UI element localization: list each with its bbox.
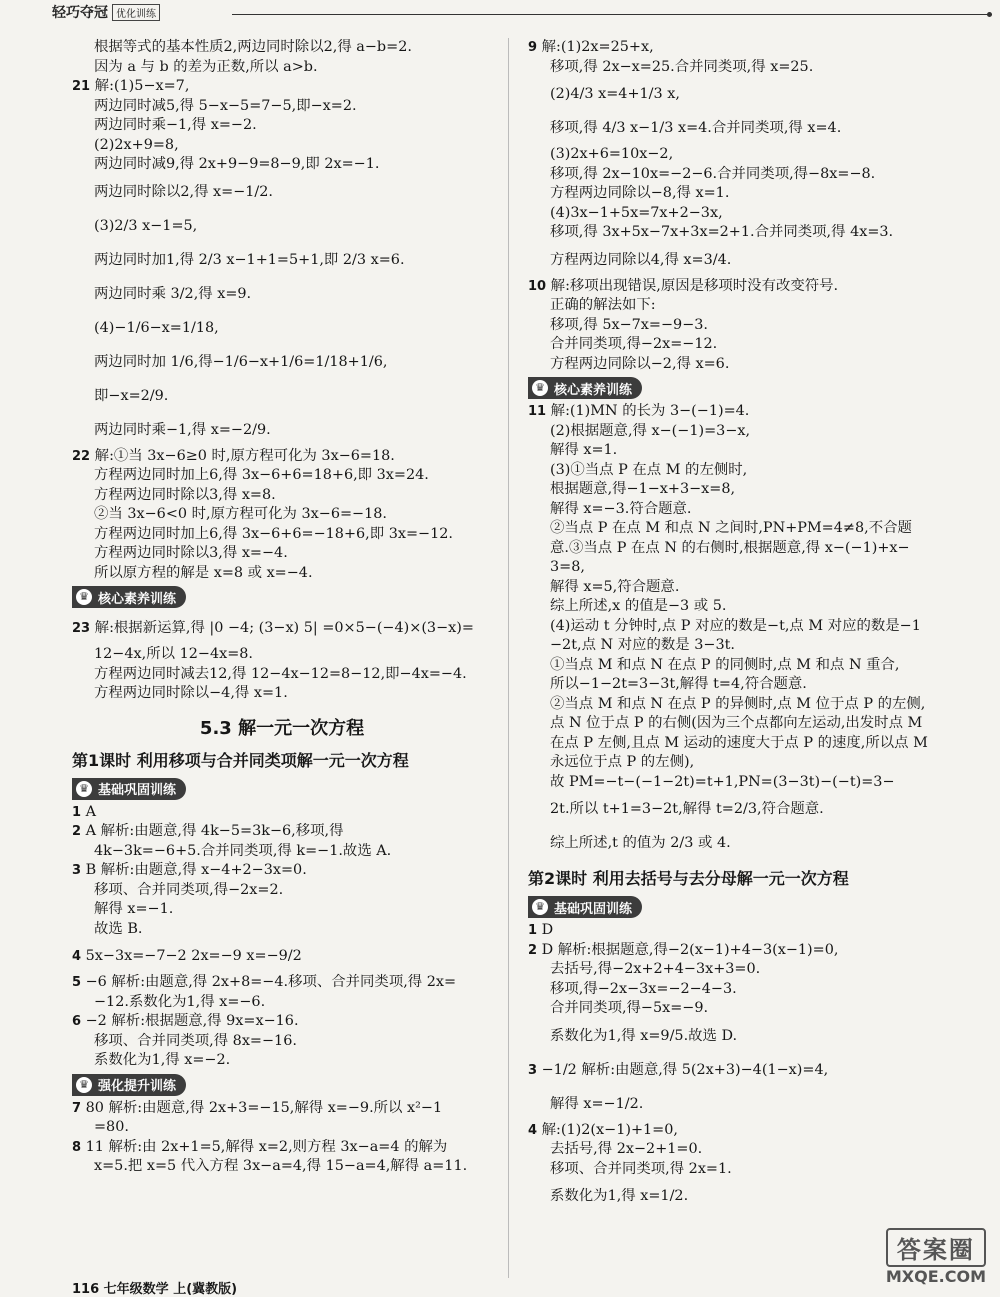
question-number: 21 bbox=[72, 79, 91, 94]
answer-line bbox=[528, 243, 963, 277]
line-text: 移项,得 2x−10x=−2−6.合并同类项,得−8x=−8. bbox=[550, 165, 876, 182]
answer-line bbox=[72, 505, 492, 525]
answer-line bbox=[528, 960, 963, 980]
line-text: (3)2x+6=10x−2, bbox=[550, 146, 674, 162]
answer-line bbox=[72, 58, 492, 78]
line-text: 合并同类项,得−2x=−12. bbox=[550, 336, 718, 352]
question-answer-line bbox=[72, 973, 492, 993]
answer-line bbox=[528, 145, 963, 165]
answer-line bbox=[528, 1087, 963, 1121]
line-text: D 解析:根据题意,得−2(x−1)+4−3(x−1)=0, bbox=[541, 941, 839, 958]
line-text: (2)4/3 x=4+1/3 x, bbox=[550, 86, 680, 102]
line-text: 永远位于点 P 的左侧), bbox=[550, 754, 695, 770]
line-text: 方程两边同时减去12,得 12−4x−12=8−12,即−4x=−4. bbox=[94, 665, 467, 682]
line-text: 根据题意,得−1−x+3−x=8, bbox=[550, 481, 736, 497]
answer-line bbox=[528, 734, 963, 754]
answer-line bbox=[528, 461, 963, 481]
answer-line bbox=[528, 999, 963, 1019]
line-text: 系数化为1,得 x=1/2. bbox=[550, 1188, 689, 1204]
line-text: 方程两边同除以4,得 x=3/4. bbox=[550, 251, 732, 268]
line-text: 故 PM=−t−(−1−2t)=t+1,PN=(3−3t)−(−t)=3− bbox=[550, 773, 895, 790]
line-text: A 解析:由题意,得 4k−5=3k−6,移项,得 bbox=[85, 823, 344, 839]
line-text: 意.③当点 P 在点 N 的右侧时,根据题意,得 x−(−1)+x− bbox=[550, 539, 910, 556]
answer-line bbox=[72, 136, 492, 156]
question-answer-line bbox=[72, 803, 492, 823]
line-text: 3=8, bbox=[550, 559, 585, 575]
line-text: 所以−1−2t=3−3t,解得 t=4,符合题意. bbox=[550, 676, 807, 692]
answer-line bbox=[72, 525, 492, 545]
question-answer-line bbox=[72, 611, 492, 645]
line-text: 方程两边同除以−2,得 x=6. bbox=[550, 355, 730, 372]
crown-icon: ♛ bbox=[76, 589, 92, 605]
line-text: 移项,得−2x−3x=−2−4−3. bbox=[550, 980, 737, 997]
line-text: 方程两边同时除以3,得 x=−4. bbox=[94, 545, 288, 561]
answer-line bbox=[528, 753, 963, 773]
answer-line bbox=[528, 539, 963, 559]
line-text: 两边同时乘 3/2,得 x=9. bbox=[94, 285, 252, 302]
line-text: 综上所述,x 的值是−3 或 5. bbox=[550, 598, 727, 614]
line-text: 方程两边同除以−8,得 x=1. bbox=[550, 185, 730, 201]
line-text: 解:①当 3x−6≥0 时,原方程可化为 3x−6=18. bbox=[94, 447, 395, 464]
answer-line bbox=[528, 223, 963, 243]
question-answer-line bbox=[528, 277, 963, 297]
question-number: 8 bbox=[72, 1139, 82, 1155]
line-text: (4)3x−1+5x=7x+2−3x, bbox=[550, 204, 723, 221]
watermark-logo: 答案圈 bbox=[886, 1228, 986, 1267]
answer-line bbox=[528, 617, 963, 637]
answer-line bbox=[72, 38, 492, 58]
page-header bbox=[52, 2, 992, 22]
line-text: 方程两边同时加上6,得 3x−6+6=18+6,即 3x=24. bbox=[94, 467, 429, 483]
answer-line bbox=[72, 900, 492, 920]
line-text: 5x−3x=−7−2 2x=−9 x=−9/2 bbox=[85, 948, 302, 964]
line-text: 根据等式的基本性质2,两边同时除以2,得 a−b=2. bbox=[94, 39, 412, 55]
section-banner bbox=[72, 1074, 186, 1096]
answer-line bbox=[528, 77, 963, 111]
line-text: 解得 x=1. bbox=[550, 442, 618, 458]
answer-line bbox=[528, 58, 963, 78]
line-text: 去括号,得 2x−2+1=0. bbox=[550, 1141, 703, 1157]
answer-line bbox=[528, 165, 963, 185]
line-text: 解:(1)5−x=7, bbox=[94, 78, 190, 94]
section-banner bbox=[72, 778, 186, 800]
question-number: 23 bbox=[72, 621, 91, 636]
line-text: 2t.所以 t+1=3−2t,解得 t=2/3,符合题意. bbox=[550, 801, 824, 817]
answer-line bbox=[72, 1118, 492, 1138]
question-number: 6 bbox=[72, 1014, 82, 1029]
answer-line bbox=[528, 441, 963, 461]
answer-line bbox=[528, 714, 963, 734]
section-banner bbox=[528, 896, 642, 918]
question-number: 9 bbox=[528, 40, 538, 55]
answer-line bbox=[528, 204, 963, 224]
answer-line bbox=[528, 578, 963, 598]
line-text: 两边同时乘−1,得 x=−2. bbox=[94, 117, 257, 133]
line-text: 解得 x=−1. bbox=[94, 901, 174, 917]
banner-label: 核心素养训练 bbox=[554, 382, 633, 398]
line-text: 方程两边同时加上6,得 3x−6+6=−18+6,即 3x=−12. bbox=[94, 525, 453, 542]
crown-icon: ♛ bbox=[532, 899, 548, 915]
question-answer-line bbox=[72, 1012, 492, 1032]
right-column bbox=[528, 38, 963, 1213]
question-number: 11 bbox=[528, 404, 547, 419]
line-text: 12−4x,所以 12−4x=8. bbox=[94, 646, 253, 662]
answer-line bbox=[72, 645, 492, 665]
answer-line bbox=[528, 355, 963, 375]
line-text: 两边同时乘−1,得 x=−2/9. bbox=[94, 421, 271, 438]
line-text: −6 解析:由题意,得 2x+8=−4.移项、合并同类项,得 2x= bbox=[85, 974, 457, 990]
line-text: (3)①当点 P 在点 M 的左侧时, bbox=[550, 461, 748, 478]
line-text: x=5.把 x=5 代入方程 3x−a=4,得 15−a=4,解得 a=11. bbox=[94, 1158, 468, 1174]
line-text: 移项、合并同类项,得 2x=1. bbox=[550, 1160, 732, 1177]
line-text: 移项,得 3x+5x−7x+3x=2+1.合并同类项,得 4x=3. bbox=[550, 224, 894, 240]
line-text: 两边同时除以2,得 x=−1/2. bbox=[94, 183, 274, 200]
section-banner bbox=[72, 586, 186, 608]
line-text: ①当点 M 和点 N 在点 P 的同侧时,点 M 和点 N 重合, bbox=[550, 656, 900, 673]
line-text: D bbox=[541, 922, 554, 938]
line-text: 移项,得 5x−7x=−9−3. bbox=[550, 316, 708, 333]
line-text: 即−x=2/9. bbox=[94, 387, 169, 404]
question-number: 1 bbox=[528, 923, 538, 938]
question-number: 3 bbox=[72, 863, 82, 878]
line-text: 综上所述,t 的值为 2/3 或 4. bbox=[550, 835, 731, 851]
line-text: 系数化为1,得 x=9/5.故选 D. bbox=[550, 1027, 738, 1044]
line-text: 4k−3k=−6+5.合并同类项,得 k=−1.故选 A. bbox=[94, 842, 392, 859]
line-text: (4)运动 t 分钟时,点 P 对应的数是−t,点 M 对应的数是−1 bbox=[550, 617, 921, 634]
line-text: 解:根据新运算,得 |0 −4; (3−x) 5| =0×5−(−4)×(3−x)= bbox=[94, 620, 474, 636]
question-number: 5 bbox=[72, 975, 82, 990]
line-text: 因为 a 与 b 的差为正数,所以 a>b. bbox=[94, 58, 318, 75]
site-watermark bbox=[886, 1228, 986, 1286]
question-number: 4 bbox=[528, 1122, 538, 1138]
answer-line bbox=[528, 656, 963, 676]
line-text: 移项、合并同类项,得−2x=2. bbox=[94, 881, 284, 898]
line-text: 移项、合并同类项,得 8x=−16. bbox=[94, 1032, 297, 1049]
question-answer-line bbox=[528, 1053, 963, 1087]
line-text: (2)根据题意,得 x−(−1)=3−x, bbox=[550, 422, 751, 439]
answer-line bbox=[72, 920, 492, 940]
line-text: 解:(1)2x=25+x, bbox=[541, 39, 654, 55]
answer-line bbox=[528, 636, 963, 656]
answer-line bbox=[72, 1051, 492, 1071]
question-number: 10 bbox=[528, 278, 547, 294]
question-answer-line bbox=[528, 38, 963, 58]
answer-line bbox=[72, 175, 492, 209]
line-text: ②当点 P 在点 M 和点 N 之间时,PN+PM=4≠8,不合题 bbox=[550, 520, 912, 536]
answer-line bbox=[528, 296, 963, 316]
answer-line bbox=[72, 1157, 492, 1177]
question-number: 2 bbox=[72, 824, 82, 839]
line-text: 两边同时减9,得 2x+9−9=8−9,即 2x=−1. bbox=[94, 156, 380, 172]
question-answer-line bbox=[72, 861, 492, 881]
answer-line bbox=[72, 311, 492, 345]
question-number: 7 bbox=[72, 1100, 82, 1116]
line-text: 正确的解法如下: bbox=[550, 297, 656, 313]
question-answer-line bbox=[528, 941, 963, 961]
question-answer-line bbox=[72, 447, 492, 467]
answer-line bbox=[72, 116, 492, 136]
line-text: 两边同时加1,得 2/3 x−1+1=5+1,即 2/3 x=6. bbox=[94, 251, 405, 268]
line-text: (2)2x+9=8, bbox=[94, 136, 179, 153]
answer-line bbox=[72, 842, 492, 862]
answer-line bbox=[528, 980, 963, 1000]
section-banner bbox=[528, 377, 642, 399]
question-answer-line bbox=[528, 921, 963, 941]
section-title: 5.3 解一元一次方程 bbox=[199, 717, 365, 739]
line-text: 11 解析:由 2x+1=5,解得 x=2,则方程 3x−a=4 的解为 bbox=[85, 1138, 448, 1155]
line-text: −2t,点 N 对应的数是 3−3t. bbox=[550, 637, 735, 653]
answer-line bbox=[72, 209, 492, 243]
line-text: 解得 x=−3.符合题意. bbox=[550, 500, 692, 517]
page-footer: 116 七年级数学 上(冀教版) bbox=[72, 1282, 238, 1297]
line-text: (4)−1/6−x=1/18, bbox=[94, 319, 219, 336]
column-divider bbox=[508, 38, 509, 1278]
question-number: 3 bbox=[528, 1062, 538, 1078]
answer-line bbox=[72, 243, 492, 277]
question-answer-line bbox=[72, 822, 492, 842]
answer-line bbox=[72, 544, 492, 564]
line-text: 合并同类项,得−5x=−9. bbox=[550, 1000, 709, 1016]
answer-line bbox=[528, 1140, 963, 1160]
answer-line bbox=[528, 1019, 963, 1053]
line-text: 解:(1)MN 的长为 3−(−1)=4. bbox=[550, 403, 750, 419]
line-text: 故选 B. bbox=[94, 920, 143, 937]
line-text: 解:(1)2(x−1)+1=0, bbox=[541, 1121, 678, 1138]
line-text: 方程两边同时除以3,得 x=8. bbox=[94, 486, 276, 503]
line-text: 两边同时加 1/6,得−1/6−x+1/6=1/18+1/6, bbox=[94, 353, 388, 370]
answer-line bbox=[528, 675, 963, 695]
crown-icon: ♛ bbox=[532, 380, 548, 396]
banner-label: 核心素养训练 bbox=[98, 591, 177, 607]
answer-line bbox=[72, 466, 492, 486]
line-text: −1/2 解析:由题意,得 5(2x+3)−4(1−x)=4, bbox=[541, 1061, 829, 1078]
line-text: 两边同时减5,得 5−x−5=7−5,即−x=2. bbox=[94, 97, 357, 114]
question-answer-line bbox=[72, 939, 492, 973]
line-text: −2 解析:根据题意,得 9x=x−16. bbox=[85, 1013, 299, 1029]
answer-line bbox=[528, 792, 963, 826]
banner-label: 强化提升训练 bbox=[98, 1079, 177, 1094]
answer-line bbox=[528, 500, 963, 520]
line-text: 解得 x=5,符合题意. bbox=[550, 578, 680, 595]
line-text: 所以原方程的解是 x=8 或 x=−4. bbox=[94, 564, 313, 581]
line-text: 解:移项出现错误,原因是移项时没有改变符号. bbox=[550, 277, 839, 294]
answer-line bbox=[72, 379, 492, 413]
answer-line bbox=[528, 597, 963, 617]
question-number: 1 bbox=[72, 804, 82, 820]
question-number: 2 bbox=[528, 942, 538, 958]
header-rule bbox=[232, 14, 992, 15]
line-text: 移项,得 2x−x=25.合并同类项,得 x=25. bbox=[550, 58, 814, 75]
answer-line bbox=[72, 1032, 492, 1052]
lesson-title: 第1课时 利用移项与合并同类项解一元一次方程 bbox=[72, 750, 409, 770]
line-text: =80. bbox=[94, 1119, 129, 1135]
answer-line bbox=[528, 111, 963, 145]
answer-line bbox=[528, 1160, 963, 1180]
line-text: ②当 3x−6<0 时,原方程可化为 3x−6=−18. bbox=[94, 506, 387, 522]
line-text: 解得 x=−1/2. bbox=[550, 1095, 644, 1112]
question-answer-line bbox=[72, 1099, 492, 1119]
answer-line bbox=[72, 684, 492, 704]
line-text: 去括号,得−2x+2+4−3x+3=0. bbox=[550, 961, 761, 977]
answer-line bbox=[528, 1179, 963, 1213]
brand-logo: 轻巧夺冠 bbox=[52, 5, 108, 21]
question-number: 4 bbox=[72, 949, 82, 964]
answer-line bbox=[72, 413, 492, 447]
answer-line bbox=[72, 97, 492, 117]
crown-icon: ♛ bbox=[76, 781, 92, 797]
answer-line bbox=[528, 695, 963, 715]
answer-line bbox=[72, 881, 492, 901]
answer-line bbox=[528, 558, 963, 578]
line-text: −12.系数化为1,得 x=−6. bbox=[94, 993, 266, 1010]
line-text: ②当点 M 和点 N 在点 P 的异侧时,点 M 位于点 P 的左侧, bbox=[550, 695, 926, 712]
answer-line bbox=[72, 564, 492, 584]
crown-icon: ♛ bbox=[76, 1077, 92, 1093]
answer-line bbox=[72, 486, 492, 506]
answer-line bbox=[72, 155, 492, 175]
lesson-title: 第2课时 利用去括号与去分母解一元一次方程 bbox=[528, 869, 849, 888]
question-answer-line bbox=[528, 1121, 963, 1141]
answer-line bbox=[528, 519, 963, 539]
line-text: 方程两边同时除以−4,得 x=1. bbox=[94, 685, 288, 701]
answer-line bbox=[528, 773, 963, 793]
answer-line bbox=[72, 665, 492, 685]
answer-line bbox=[72, 993, 492, 1013]
watermark-url: MXQE.COM bbox=[885, 1267, 986, 1286]
line-text: 系数化为1,得 x=−2. bbox=[94, 1052, 231, 1068]
answer-line bbox=[72, 345, 492, 379]
brand-badge: 优化训练 bbox=[112, 4, 160, 21]
answer-line bbox=[72, 277, 492, 311]
answer-line bbox=[528, 480, 963, 500]
line-text: A bbox=[85, 803, 97, 820]
question-answer-line bbox=[72, 77, 492, 97]
line-text: 80 解析:由题意,得 2x+3=−15,解得 x=−9.所以 x²−1 bbox=[85, 1099, 443, 1116]
line-text: 在点 P 左侧,且点 M 运动的速度大于点 P 的速度,所以点 M bbox=[550, 734, 928, 751]
banner-label: 基础巩固训练 bbox=[98, 783, 177, 798]
question-number: 22 bbox=[72, 448, 91, 464]
answer-line bbox=[528, 316, 963, 336]
question-answer-line bbox=[528, 402, 963, 422]
line-text: 移项,得 4/3 x−1/3 x=4.合并同类项,得 x=4. bbox=[550, 120, 842, 136]
line-text: 点 N 位于点 P 的右侧(因为三个点都向左运动,出发时点 M bbox=[550, 715, 923, 731]
question-answer-line bbox=[72, 1138, 492, 1158]
answer-line bbox=[528, 184, 963, 204]
left-column bbox=[72, 38, 492, 1177]
line-text: B 解析:由题意,得 x−4+2−3x=0. bbox=[85, 862, 307, 878]
banner-label: 基础巩固训练 bbox=[554, 901, 633, 917]
line-text: (3)2/3 x−1=5, bbox=[94, 217, 198, 234]
answer-line bbox=[528, 422, 963, 442]
answer-line bbox=[528, 826, 963, 860]
answer-line bbox=[528, 335, 963, 355]
